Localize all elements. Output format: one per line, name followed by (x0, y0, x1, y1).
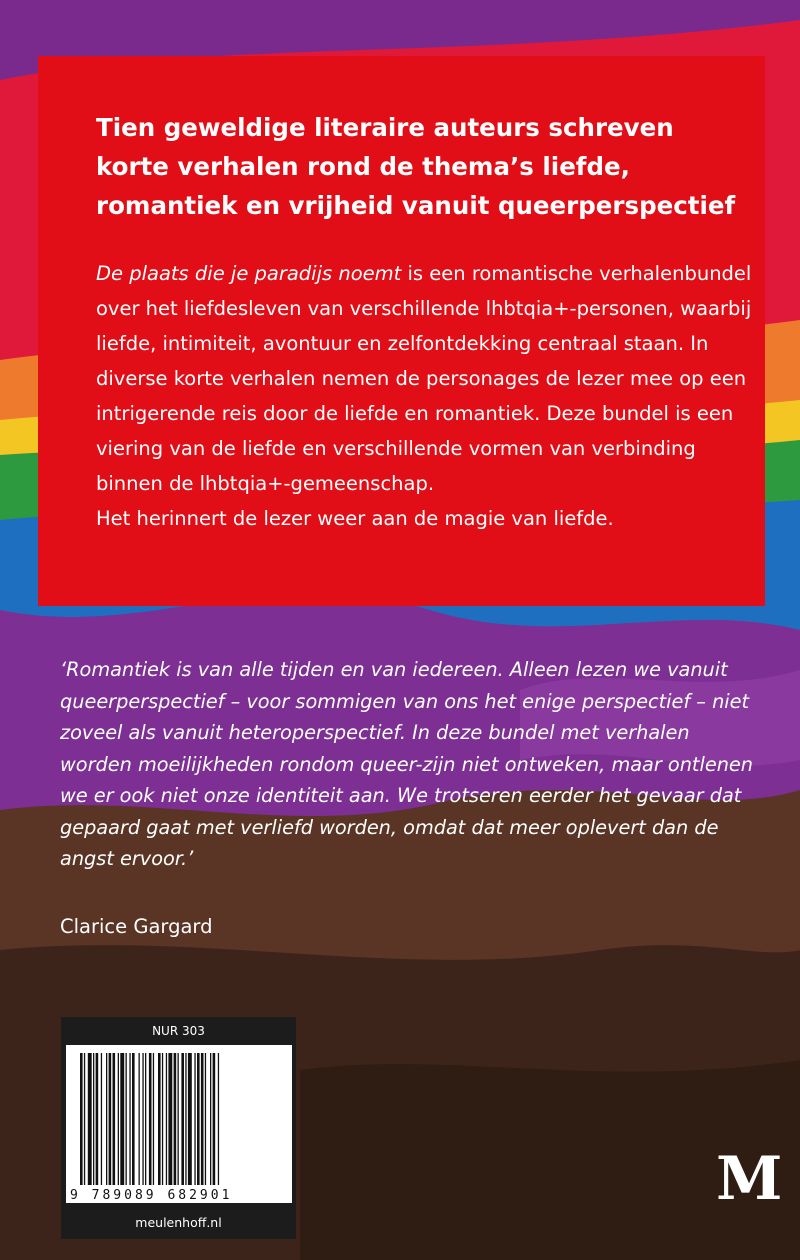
blurb (96, 256, 756, 536)
nur-code: NUR 303 (152, 1024, 205, 1038)
blurb-closing: Het herinnert de lezer weer aan de magie van liefde. (96, 507, 614, 530)
blurb-body: is een romantische verhalenbundel over het liefdesleven van verschillende lhbtqia+-personen, waarbij liefde, intimiteit, avontuur en zelfontdekking centraal staan. In diverse korte verhalen nemen de personages de lezer mee op een intrigerende reis door de liefde en romantiek. Deze bundel is een viering van de liefde en verschillende vormen van verbinding binnen de lhbtqia+-gemeenschap. (96, 262, 752, 495)
publisher-website: meulenhoff.nl (135, 1215, 222, 1230)
review-quote: ‘Romantiek is van alle tijden en van iedereen. Alleen lezen we vanuit queerperspectief – voor sommigen van ons het enige perspectief – niet zoveel als vanuit heteroperspectief. In deze bundel met verhalen worden moeilijkheden rondom queer-zijn niet ontweken, maar ontlenen we er ook niet onze identiteit aan. We trotseren eerder het gevaar dat gepaard gaat met verliefd worden, omdat dat meer oplevert dan de angst ervoor.’ (60, 658, 754, 870)
quote-author: Clarice Gargard (60, 915, 213, 938)
headline: Tien geweldige literaire auteurs schreven korte verhalen rond de thema’s liefde, romantiek en vrijheid vanuit queerperspectief (96, 113, 736, 220)
publisher-logo: M (716, 1144, 783, 1214)
book-title: De plaats die je paradijs noemt (96, 262, 402, 285)
barcode-icon (66, 1045, 292, 1203)
isbn-number: 9 789089 682901 (70, 1188, 233, 1203)
